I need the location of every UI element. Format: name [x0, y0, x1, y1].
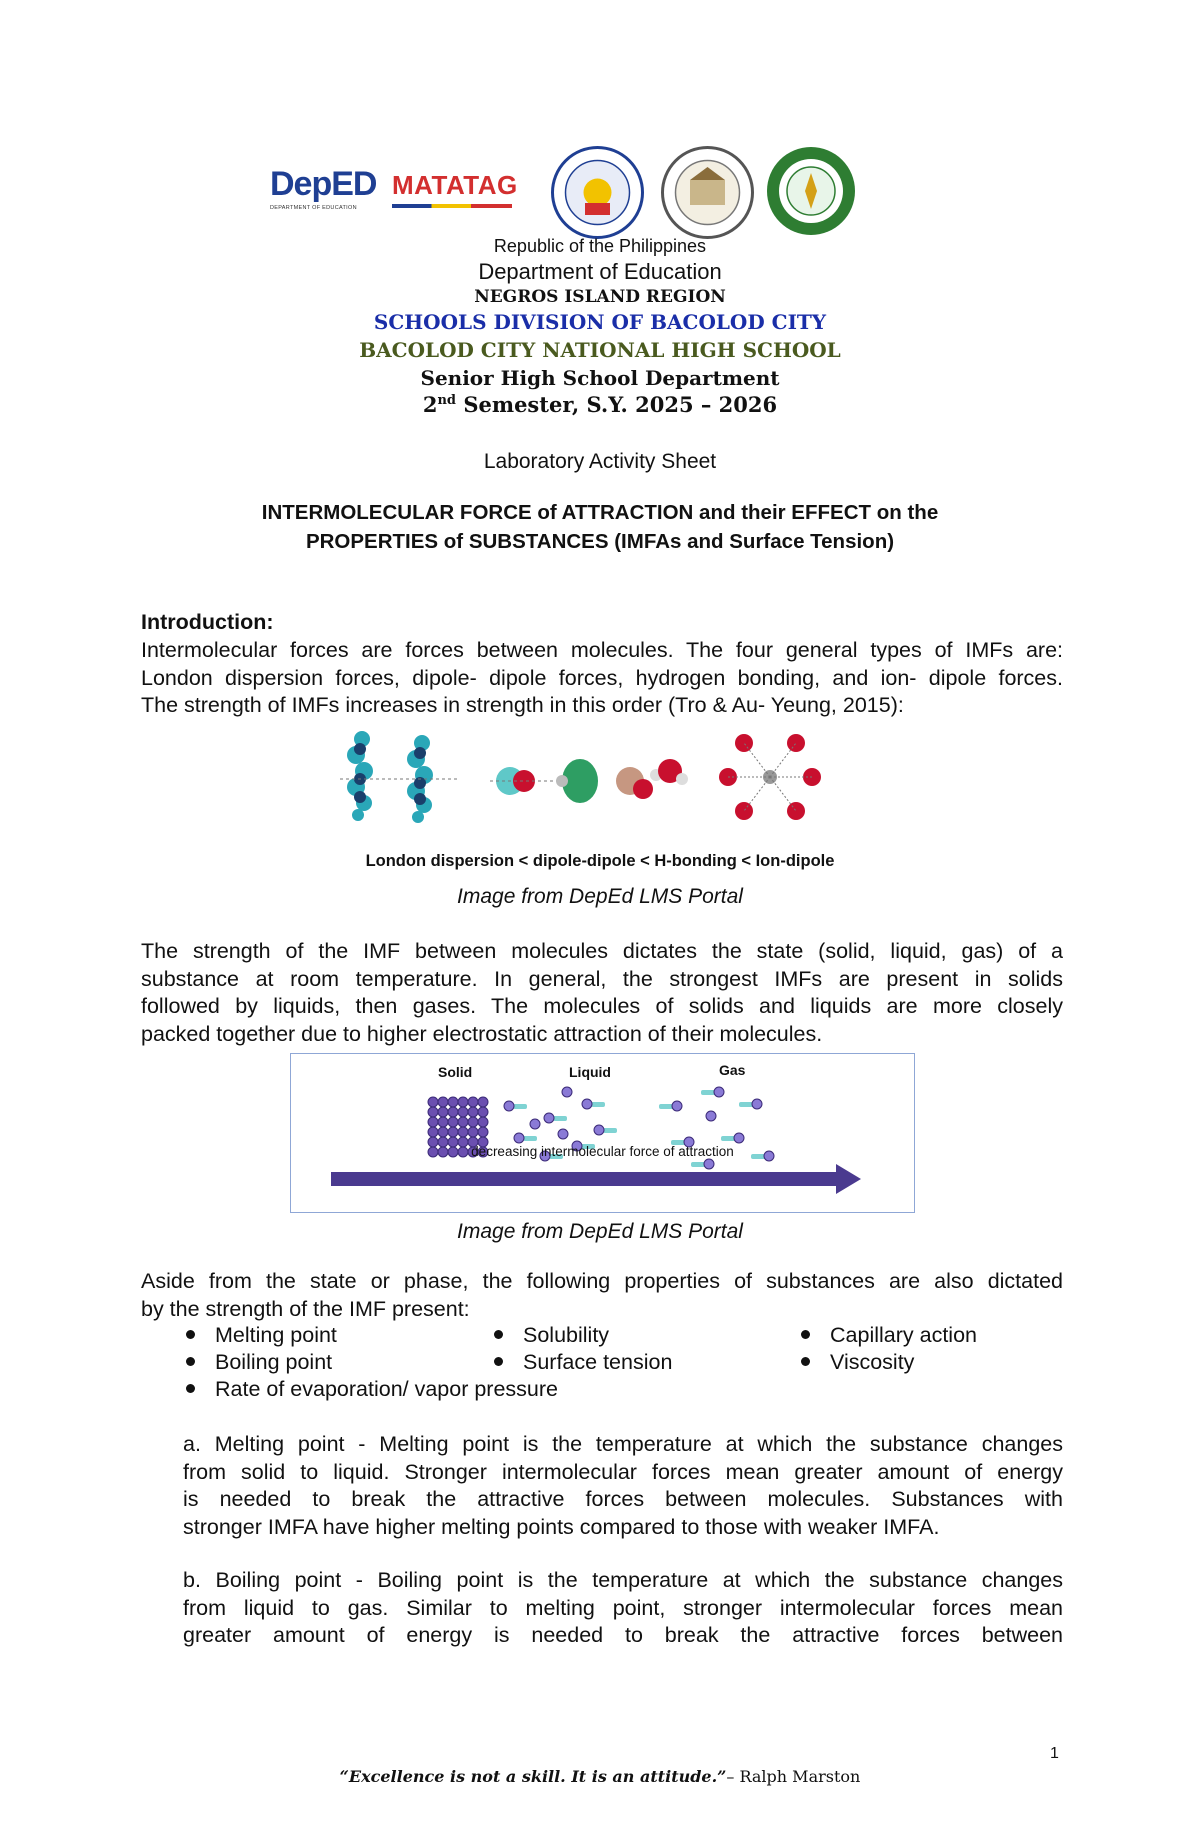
shs-department-line: Senior High School Department [420, 366, 780, 390]
page-number: 1 [1050, 1745, 1059, 1762]
list-item: Viscosity [801, 1349, 914, 1377]
department-line: Department of Education [478, 259, 722, 284]
matatag-stripe [392, 204, 512, 208]
imf-molecules-figure [340, 725, 860, 825]
states-paragraph [141, 938, 1063, 1048]
melting-line: is needed to break the attractive forces between molecules. Substances with [183, 1487, 1063, 1511]
list-item: Boiling point [186, 1349, 332, 1377]
division-line: SCHOOLS DIVISION OF BACOLOD CITY [373, 310, 827, 334]
list-item: Rate of evaporation/ vapor pressure [186, 1376, 558, 1404]
melting-line: from solid to liquid. Stronger intermolecular forces mean greater amount of energy [183, 1459, 1063, 1484]
intro-line: The strength of IMFs increases in strength in this order (Tro & Au- Yeung, 2015): [141, 693, 904, 717]
semester-line: 2nd Semester, S.Y. 2025 – 2026 [422, 392, 778, 417]
list-item: Solubility [494, 1322, 609, 1350]
solid-label: Solid [438, 1064, 473, 1080]
intro-paragraph [141, 637, 1063, 720]
properties-intro-line: Aside from the state or phase, the following properties of substances are also dictated [141, 1269, 1063, 1293]
states-figure [290, 1053, 915, 1213]
boiling-point-section [183, 1567, 1063, 1650]
list-item: Capillary action [801, 1322, 977, 1350]
ion-dipole-molecules [719, 734, 821, 820]
properties-intro-line: by the strength of the IMF present: [141, 1296, 470, 1321]
states-line: packed together due to higher electrostatic attraction of their molecules. [141, 1021, 823, 1046]
h-bonding-molecules [616, 759, 688, 799]
states-particles [291, 1054, 914, 1212]
list-item: Melting point [186, 1322, 337, 1350]
states-line: substance at room temperature. In general, the strongest IMFs are present in solids [141, 966, 1063, 991]
figure1-caption: Image from DepEd LMS Portal [457, 885, 743, 908]
boiling-line: b. Boiling point - Boiling point is the temperature at which the substance changes [183, 1568, 1063, 1592]
list-item: Surface tension [494, 1349, 672, 1377]
properties-intro [141, 1268, 1063, 1323]
matatag-logo: MATATAG [392, 170, 522, 220]
liquid-label: Liquid [569, 1064, 611, 1080]
title-line-1: INTERMOLECULAR FORCE of ATTRACTION and their EFFECT on the [261, 501, 939, 524]
region-line: NEGROS ISLAND REGION [474, 287, 726, 307]
school-seal-icon [765, 145, 857, 237]
boiling-line: from liquid to gas. Similar to melting point, stronger intermolecular forces mean [183, 1595, 1063, 1620]
intro-line: London dispersion forces, dipole- dipole forces, hydrogen bonding, and ion- dipole forces. [141, 665, 1063, 690]
states-line: The strength of the IMF between molecules dictates the state (solid, liquid, gas) of a [141, 939, 1063, 963]
figure2-caption: Image from DepEd LMS Portal [457, 1220, 743, 1243]
boiling-line: greater amount of energy is needed to break the attractive forces between [183, 1623, 1063, 1647]
states-line: followed by liquids, then gases. The molecules of solids and liquids are more closely [141, 994, 1063, 1018]
republic-line: Republic of the Philippines [493, 236, 707, 256]
intro-line: Intermolecular forces are forces between molecules. The four general types of IMFs are: [141, 638, 1063, 662]
deped-seal-icon [550, 145, 645, 240]
intro-heading: Introduction: [141, 610, 274, 634]
footer-quote: “Excellence is not a skill. It is an attitude.”– Ralph Marston [339, 1767, 861, 1786]
melting-point-section [183, 1431, 1063, 1541]
division-seal-icon [660, 145, 755, 240]
header-logos [270, 140, 860, 240]
imf-order-label: London dispersion < dipole-dipole < H-bonding < Ion-dipole [365, 852, 835, 870]
london-dispersion-molecules [340, 731, 460, 823]
school-line: BACOLOD CITY NATIONAL HIGH SCHOOL [359, 338, 841, 362]
decreasing-arrow [331, 1164, 861, 1194]
gas-label: Gas [719, 1062, 746, 1078]
melting-line: stronger IMFA have higher melting points compared to those with weaker IMFA. [183, 1514, 940, 1539]
sheet-type: Laboratory Activity Sheet [483, 450, 717, 473]
melting-line: a. Melting point - Melting point is the temperature at which the substance changes [183, 1432, 1063, 1456]
dipole-dipole-molecules [490, 759, 598, 803]
deped-logo: DepED DEPARTMENT OF EDUCATION [270, 165, 377, 211]
arrow-label: decreasing intermolecular force of attraction [471, 1144, 734, 1159]
title-line-2: PROPERTIES of SUBSTANCES (IMFAs and Surface Tension) [305, 530, 895, 553]
